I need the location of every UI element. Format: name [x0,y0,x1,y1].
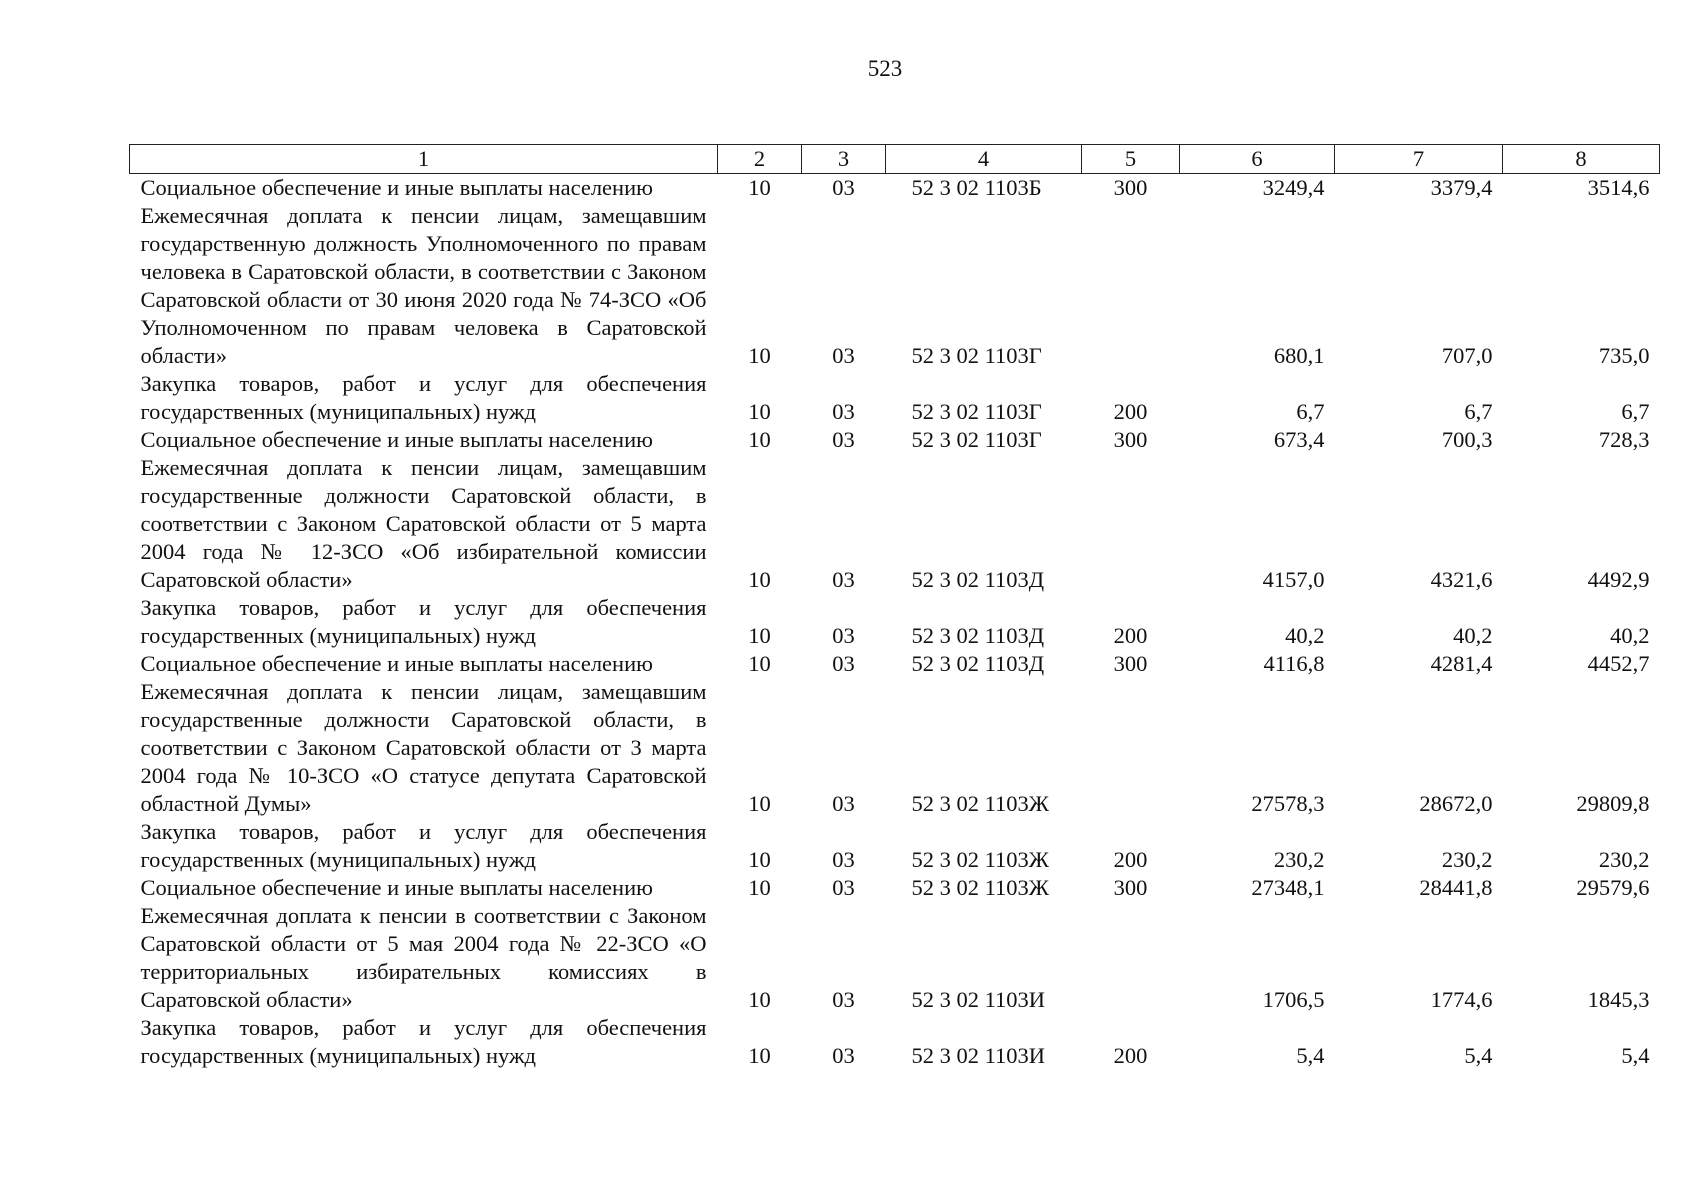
row-amount-col7: 700,3 [1441,427,1493,452]
row-amount-col6: 1706,5 [1262,987,1325,1012]
row-subsection: 03 [832,427,855,452]
row-name: Закупка товаров, работ и услуг для обеспечения государственных (муниципальных) нужд [140,819,707,872]
row-amount-col6: 27348,1 [1251,875,1325,900]
row-amount-col7: 3379,4 [1430,175,1493,200]
table-row [130,678,1660,818]
column-header-8: 8 [1503,145,1660,174]
row-subsection: 03 [832,343,855,368]
row-name: Закупка товаров, работ и услуг для обеспечения государственных (муниципальных) нужд [140,595,707,648]
row-subsection: 03 [832,987,855,1012]
row-amount-col8: 40,2 [1610,623,1650,648]
row-amount-col8: 29579,6 [1576,875,1650,900]
column-header-4: 4 [886,145,1082,174]
row-name: Закупка товаров, работ и услуг для обеспечения государственных (муниципальных) нужд [140,371,707,424]
row-target-code: 52 3 02 1103Ж [911,847,1049,872]
row-section: 10 [748,623,771,648]
table-row [130,202,1660,370]
row-target-code: 52 3 02 1103Д [911,623,1045,648]
table-row [130,902,1660,1014]
row-amount-col6: 27578,3 [1251,791,1325,816]
row-amount-col7: 230,2 [1441,847,1493,872]
row-amount-col8: 3514,6 [1587,175,1650,200]
row-amount-col6: 680,1 [1273,343,1325,368]
row-expense-type: 300 [1113,875,1148,900]
row-name: Социальное обеспечение и иные выплаты населению [140,875,653,900]
row-amount-col7: 4321,6 [1430,567,1493,592]
row-amount-col7: 4281,4 [1430,651,1493,676]
row-section: 10 [748,987,771,1012]
row-section: 10 [748,567,771,592]
row-target-code: 52 3 02 1103Д [911,567,1045,592]
column-header-1: 1 [130,145,718,174]
row-amount-col7: 28672,0 [1419,791,1493,816]
column-header-3: 3 [802,145,886,174]
table-row [130,426,1660,454]
row-expense-type: 200 [1113,623,1148,648]
row-name: Ежемесячная доплата к пенсии лицам, замещавшим государственные должности Саратовской области, в соответствии с Законом Саратовской области от 3 марта 2004 года № 10-ЗСО «О статусе депутата Саратовской областной Думы» [140,679,707,816]
row-section: 10 [748,1043,771,1068]
row-expense-type [1082,454,1180,594]
table-row [130,454,1660,594]
row-section: 10 [748,175,771,200]
row-amount-col6: 4116,8 [1263,651,1325,676]
row-amount-col8: 735,0 [1598,343,1650,368]
row-name: Ежемесячная доплата к пенсии лицам, замещавшим государственные должности Саратовской области, в соответствии с Законом Саратовской области от 5 марта 2004 года № 12-ЗСО «Об избирательной комиссии Саратовской области» [140,455,707,592]
row-section: 10 [748,399,771,424]
budget-table [129,144,1660,1070]
row-amount-col7: 28441,8 [1419,875,1493,900]
row-name: Социальное обеспечение и иные выплаты населению [140,175,653,200]
row-expense-type: 300 [1113,427,1148,452]
row-subsection: 03 [832,567,855,592]
row-target-code: 52 3 02 1103И [911,1043,1046,1068]
row-subsection: 03 [832,875,855,900]
row-target-code: 52 3 02 1103И [911,987,1046,1012]
table-row [130,370,1660,426]
row-amount-col6: 3249,4 [1262,175,1325,200]
row-expense-type [1082,678,1180,818]
column-header-2: 2 [718,145,802,174]
row-expense-type [1082,202,1180,370]
row-section: 10 [748,847,771,872]
row-amount-col6: 673,4 [1273,427,1325,452]
row-section: 10 [748,875,771,900]
row-amount-col8: 230,2 [1598,847,1650,872]
table-row [130,818,1660,874]
table-row [130,650,1660,678]
row-amount-col8: 4452,7 [1587,651,1650,676]
page-number: 523 [867,56,903,81]
row-amount-col8: 728,3 [1598,427,1650,452]
row-amount-col6: 5,4 [1296,1043,1325,1068]
table-row [130,594,1660,650]
row-section: 10 [748,791,771,816]
row-section: 10 [748,427,771,452]
table-row [130,874,1660,902]
row-target-code: 52 3 02 1103Д [911,651,1045,676]
row-expense-type [1082,902,1180,1014]
row-amount-col6: 40,2 [1285,623,1325,648]
row-amount-col7: 40,2 [1453,623,1493,648]
row-name: Социальное обеспечение и иные выплаты населению [140,651,653,676]
row-section: 10 [748,343,771,368]
row-subsection: 03 [832,651,855,676]
row-amount-col7: 6,7 [1464,399,1493,424]
row-subsection: 03 [832,175,855,200]
row-target-code: 52 3 02 1103Г [911,343,1042,368]
row-subsection: 03 [832,399,855,424]
row-amount-col7: 707,0 [1441,343,1493,368]
row-amount-col7: 5,4 [1464,1043,1493,1068]
row-target-code: 52 3 02 1103Г [911,399,1042,424]
row-name: Ежемесячная доплата к пенсии лицам, замещавшим государственную должность Уполномоченного по правам человека в Саратовской области, в соответствии с Законом Саратовской области от 30 июня 2020 года № 74-ЗСО «Об Уполномоченном по правам человека в Саратовской области» [140,203,707,368]
row-subsection: 03 [832,623,855,648]
row-amount-col7: 1774,6 [1430,987,1493,1012]
row-expense-type: 200 [1113,399,1148,424]
table-header-row [130,145,1660,174]
row-name: Социальное обеспечение и иные выплаты населению [140,427,653,452]
table-row [130,174,1660,203]
row-section: 10 [748,651,771,676]
row-name: Закупка товаров, работ и услуг для обеспечения государственных (муниципальных) нужд [140,1015,707,1068]
row-amount-col8: 6,7 [1621,399,1650,424]
row-target-code: 52 3 02 1103Г [911,427,1042,452]
row-amount-col6: 4157,0 [1262,567,1325,592]
row-amount-col8: 5,4 [1621,1043,1650,1068]
row-subsection: 03 [832,1043,855,1068]
table-body [130,174,1660,1071]
row-amount-col8: 29809,8 [1576,791,1650,816]
row-amount-col8: 1845,3 [1587,987,1650,1012]
row-expense-type: 200 [1113,847,1148,872]
column-header-7: 7 [1335,145,1503,174]
row-expense-type: 200 [1113,1043,1148,1068]
column-header-6: 6 [1180,145,1335,174]
row-amount-col8: 4492,9 [1587,567,1650,592]
row-target-code: 52 3 02 1103Ж [911,791,1049,816]
row-subsection: 03 [832,791,855,816]
row-expense-type: 300 [1113,651,1148,676]
column-header-5: 5 [1082,145,1180,174]
row-amount-col6: 230,2 [1273,847,1325,872]
row-target-code: 52 3 02 1103Ж [911,875,1049,900]
row-expense-type: 300 [1113,175,1148,200]
table-row [130,1014,1660,1070]
row-name: Ежемесячная доплата к пенсии в соответствии с Законом Саратовской области от 5 мая 2004 года № 22-ЗСО «О территориальных избирательных комиссиях в Саратовской области» [140,903,707,1012]
row-subsection: 03 [832,847,855,872]
row-target-code: 52 3 02 1103Б [911,175,1042,200]
row-amount-col6: 6,7 [1296,399,1325,424]
